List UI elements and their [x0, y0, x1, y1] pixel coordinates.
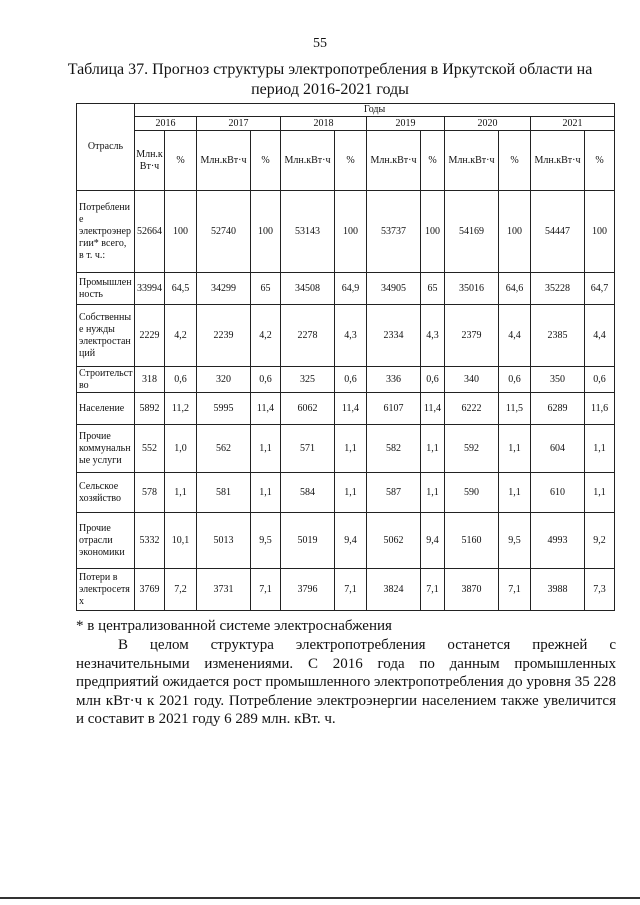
value-mwh-cell: 320	[197, 367, 251, 393]
value-mwh-cell: 340	[445, 367, 499, 393]
value-percent-cell: 0,6	[499, 367, 531, 393]
value-mwh-cell: 6222	[445, 393, 499, 425]
value-mwh-cell: 54169	[445, 191, 499, 273]
value-percent-cell: 9,4	[335, 513, 367, 569]
page-number: 55	[313, 36, 327, 51]
value-percent-cell: 4,3	[335, 305, 367, 367]
value-percent-cell: 4,4	[499, 305, 531, 367]
value-mwh-cell: 53737	[367, 191, 421, 273]
value-percent-cell: 100	[335, 191, 367, 273]
value-percent-cell: 65	[251, 273, 281, 305]
electricity-structure-table	[76, 103, 615, 611]
unit-header-mwh: Млн.кВт·ч	[445, 131, 499, 191]
year-header: 2019	[367, 117, 445, 131]
value-percent-cell: 0,6	[585, 367, 615, 393]
value-percent-cell: 7,1	[251, 569, 281, 611]
value-percent-cell: 0,6	[421, 367, 445, 393]
unit-header-percent: %	[499, 131, 531, 191]
value-mwh-cell: 2239	[197, 305, 251, 367]
value-mwh-cell: 53143	[281, 191, 335, 273]
value-percent-cell: 4,3	[421, 305, 445, 367]
value-mwh-cell: 3870	[445, 569, 499, 611]
value-mwh-cell: 35016	[445, 273, 499, 305]
value-mwh-cell: 6107	[367, 393, 421, 425]
bottom-border	[0, 897, 640, 899]
value-percent-cell: 4,2	[251, 305, 281, 367]
value-mwh-cell: 5013	[197, 513, 251, 569]
value-mwh-cell: 2379	[445, 305, 499, 367]
value-mwh-cell: 318	[135, 367, 165, 393]
value-percent-cell: 64,7	[585, 273, 615, 305]
year-header: 2017	[197, 117, 281, 131]
unit-header-percent: %	[421, 131, 445, 191]
value-percent-cell: 7,2	[165, 569, 197, 611]
table-caption: Таблица 37. Прогноз структуры электропотребления в Иркутской области на период 2016-2021 годы	[67, 61, 593, 98]
value-percent-cell: 100	[585, 191, 615, 273]
value-mwh-cell: 6062	[281, 393, 335, 425]
value-percent-cell: 9,5	[251, 513, 281, 569]
value-percent-cell: 1,1	[421, 425, 445, 473]
value-percent-cell: 1,1	[499, 473, 531, 513]
value-mwh-cell: 590	[445, 473, 499, 513]
value-mwh-cell: 34508	[281, 273, 335, 305]
value-percent-cell: 1,1	[499, 425, 531, 473]
value-percent-cell: 10,1	[165, 513, 197, 569]
value-mwh-cell: 5160	[445, 513, 499, 569]
value-mwh-cell: 52740	[197, 191, 251, 273]
value-mwh-cell: 571	[281, 425, 335, 473]
value-mwh-cell: 582	[367, 425, 421, 473]
value-mwh-cell: 604	[531, 425, 585, 473]
value-percent-cell: 0,6	[251, 367, 281, 393]
year-header: 2021	[531, 117, 615, 131]
value-percent-cell: 11,5	[499, 393, 531, 425]
table-row	[77, 513, 615, 569]
value-mwh-cell: 4993	[531, 513, 585, 569]
table-row	[77, 305, 615, 367]
value-mwh-cell: 6289	[531, 393, 585, 425]
value-mwh-cell: 2385	[531, 305, 585, 367]
value-mwh-cell: 3731	[197, 569, 251, 611]
table-row	[77, 569, 615, 611]
value-mwh-cell: 34299	[197, 273, 251, 305]
unit-header-percent: %	[335, 131, 367, 191]
year-header: 2020	[445, 117, 531, 131]
value-percent-cell: 7,1	[421, 569, 445, 611]
value-percent-cell: 1,1	[335, 425, 367, 473]
value-mwh-cell: 610	[531, 473, 585, 513]
footnote: * в централизованной системе электроснабжения	[76, 618, 392, 634]
value-mwh-cell: 5332	[135, 513, 165, 569]
table-row	[77, 425, 615, 473]
unit-header-mwh: Млн.кВт·ч	[367, 131, 421, 191]
value-percent-cell: 11,4	[421, 393, 445, 425]
value-percent-cell: 9,2	[585, 513, 615, 569]
value-percent-cell: 7,3	[585, 569, 615, 611]
value-mwh-cell: 2229	[135, 305, 165, 367]
value-percent-cell: 11,2	[165, 393, 197, 425]
value-percent-cell: 1,1	[585, 425, 615, 473]
value-percent-cell: 100	[499, 191, 531, 273]
table-row	[77, 367, 615, 393]
branch-cell: Население	[77, 393, 135, 425]
value-mwh-cell: 3769	[135, 569, 165, 611]
value-mwh-cell: 2334	[367, 305, 421, 367]
table-row	[77, 273, 615, 305]
value-mwh-cell: 350	[531, 367, 585, 393]
unit-header-percent: %	[251, 131, 281, 191]
value-percent-cell: 100	[165, 191, 197, 273]
value-percent-cell: 1,1	[585, 473, 615, 513]
branch-cell: Потребление электроэнергии* всего, в т. ч.:	[77, 191, 135, 273]
value-mwh-cell: 5019	[281, 513, 335, 569]
branch-cell: Строительство	[77, 367, 135, 393]
value-mwh-cell: 578	[135, 473, 165, 513]
value-mwh-cell: 34905	[367, 273, 421, 305]
table-row	[77, 191, 615, 273]
branch-cell: Прочие коммунальные услуги	[77, 425, 135, 473]
value-mwh-cell: 52664	[135, 191, 165, 273]
table-row	[77, 393, 615, 425]
branch-header: Отрасль	[77, 104, 135, 191]
value-percent-cell: 11,4	[335, 393, 367, 425]
value-mwh-cell: 3988	[531, 569, 585, 611]
value-percent-cell: 64,9	[335, 273, 367, 305]
value-mwh-cell: 584	[281, 473, 335, 513]
body-paragraph: В целом структура электропотребления останется прежней с незначительными изменениями. С 2016 года по данным промышленных предприятий ожидается рост промышленного электропотребления до уровня 35 228 млн кВт·ч к 2021 году. Потребление электроэнергии населением также увеличится и составит в 2021 году 6 289 млн. кВт. ч.	[76, 637, 616, 727]
value-percent-cell: 0,6	[165, 367, 197, 393]
value-mwh-cell: 592	[445, 425, 499, 473]
value-percent-cell: 100	[251, 191, 281, 273]
value-percent-cell: 7,1	[335, 569, 367, 611]
value-percent-cell: 1,1	[421, 473, 445, 513]
value-mwh-cell: 3824	[367, 569, 421, 611]
value-percent-cell: 64,6	[499, 273, 531, 305]
value-percent-cell: 4,4	[585, 305, 615, 367]
value-percent-cell: 1,1	[165, 473, 197, 513]
value-mwh-cell: 2278	[281, 305, 335, 367]
value-mwh-cell: 336	[367, 367, 421, 393]
value-percent-cell: 64,5	[165, 273, 197, 305]
value-percent-cell: 1,0	[165, 425, 197, 473]
value-mwh-cell: 587	[367, 473, 421, 513]
branch-cell: Прочие отрасли экономики	[77, 513, 135, 569]
branch-cell: Промышленность	[77, 273, 135, 305]
year-header: 2018	[281, 117, 367, 131]
value-mwh-cell: 33994	[135, 273, 165, 305]
value-percent-cell: 1,1	[251, 425, 281, 473]
unit-header-mwh: Млн.кВт·ч	[281, 131, 335, 191]
table-row	[77, 473, 615, 513]
value-percent-cell: 11,4	[251, 393, 281, 425]
value-percent-cell: 1,1	[335, 473, 367, 513]
value-mwh-cell: 3796	[281, 569, 335, 611]
value-mwh-cell: 35228	[531, 273, 585, 305]
value-mwh-cell: 5995	[197, 393, 251, 425]
value-percent-cell: 4,2	[165, 305, 197, 367]
unit-header-percent: %	[165, 131, 197, 191]
unit-header-mwh: Млн.кВт·ч	[531, 131, 585, 191]
year-header: 2016	[135, 117, 197, 131]
value-percent-cell: 7,1	[499, 569, 531, 611]
unit-header-mwh: Млн.кВт·ч	[197, 131, 251, 191]
value-percent-cell: 9,5	[499, 513, 531, 569]
value-percent-cell: 65	[421, 273, 445, 305]
value-mwh-cell: 54447	[531, 191, 585, 273]
branch-cell: Потери в электросетях	[77, 569, 135, 611]
value-percent-cell: 11,6	[585, 393, 615, 425]
unit-header-mwh: Млн.кВт·ч	[135, 131, 165, 191]
value-mwh-cell: 562	[197, 425, 251, 473]
branch-cell: Сельское хозяйство	[77, 473, 135, 513]
value-mwh-cell: 5892	[135, 393, 165, 425]
years-header: Годы	[135, 104, 615, 117]
value-percent-cell: 1,1	[251, 473, 281, 513]
value-percent-cell: 0,6	[335, 367, 367, 393]
value-mwh-cell: 5062	[367, 513, 421, 569]
value-percent-cell: 9,4	[421, 513, 445, 569]
value-mwh-cell: 325	[281, 367, 335, 393]
branch-cell: Собственные нужды электростанций	[77, 305, 135, 367]
unit-header-percent: %	[585, 131, 615, 191]
value-mwh-cell: 581	[197, 473, 251, 513]
value-percent-cell: 100	[421, 191, 445, 273]
value-mwh-cell: 552	[135, 425, 165, 473]
